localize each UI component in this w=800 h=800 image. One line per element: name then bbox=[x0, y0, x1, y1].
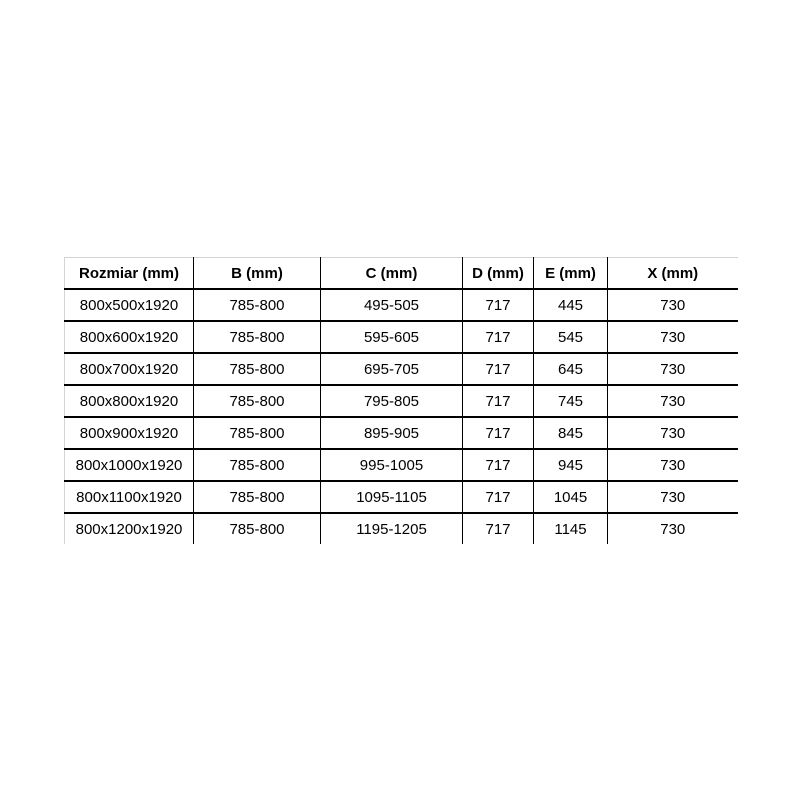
table-cell: 785-800 bbox=[194, 417, 321, 449]
table-cell: 785-800 bbox=[194, 321, 321, 353]
table-cell: 785-800 bbox=[194, 513, 321, 544]
column-header-d: D (mm) bbox=[463, 258, 534, 290]
table-cell: 785-800 bbox=[194, 449, 321, 481]
table-cell: 717 bbox=[463, 353, 534, 385]
table-cell: 785-800 bbox=[194, 289, 321, 321]
table-cell: 800x1000x1920 bbox=[65, 449, 194, 481]
table-cell: 895-905 bbox=[321, 417, 463, 449]
table-cell: 795-805 bbox=[321, 385, 463, 417]
table-cell: 785-800 bbox=[194, 385, 321, 417]
table-header-row bbox=[65, 258, 738, 290]
table-cell: 545 bbox=[534, 321, 608, 353]
table-cell: 730 bbox=[660, 456, 686, 474]
table-cell: 717 bbox=[463, 321, 534, 353]
table-cell: 595-605 bbox=[321, 321, 463, 353]
table-row bbox=[65, 481, 738, 513]
table-cell: 800x1100x1920 bbox=[65, 481, 194, 513]
table-body bbox=[65, 289, 738, 544]
table-cell: 717 bbox=[463, 385, 534, 417]
table-cell: 730 bbox=[660, 328, 686, 346]
table-cell: 785-800 bbox=[194, 481, 321, 513]
table-cell: 730 bbox=[660, 360, 686, 378]
table-cell: 800x500x1920 bbox=[65, 289, 194, 321]
table-cell: 800x900x1920 bbox=[65, 417, 194, 449]
table-cell: 1045 bbox=[534, 481, 608, 513]
table-cell: 717 bbox=[463, 481, 534, 513]
table-cell: 800x800x1920 bbox=[65, 385, 194, 417]
table-cell: 1195-1205 bbox=[321, 513, 463, 544]
table-cell: 745 bbox=[534, 385, 608, 417]
column-header-e: E (mm) bbox=[534, 258, 608, 290]
table-cell: 800x1200x1920 bbox=[65, 513, 194, 544]
table-cell: 800x700x1920 bbox=[65, 353, 194, 385]
table-cell: 730 bbox=[660, 488, 686, 506]
table-row bbox=[65, 289, 738, 321]
table-row bbox=[65, 353, 738, 385]
table-cell: 495-505 bbox=[321, 289, 463, 321]
table-cell: 800x600x1920 bbox=[65, 321, 194, 353]
table-cell: 717 bbox=[463, 289, 534, 321]
table-cell: 730 bbox=[660, 520, 686, 538]
table-cell: 645 bbox=[534, 353, 608, 385]
table-cell: 717 bbox=[463, 449, 534, 481]
table-cell: 945 bbox=[534, 449, 608, 481]
table-row bbox=[65, 417, 738, 449]
column-header-x: X (mm) bbox=[647, 264, 699, 282]
table-cell: 730 bbox=[660, 424, 686, 442]
dimensions-table bbox=[64, 257, 738, 544]
column-header-c: C (mm) bbox=[321, 258, 463, 290]
table-row bbox=[65, 513, 738, 544]
table-cell: 717 bbox=[463, 417, 534, 449]
table-row bbox=[65, 449, 738, 481]
column-header-b: B (mm) bbox=[194, 258, 321, 290]
table-cell: 785-800 bbox=[194, 353, 321, 385]
table-row bbox=[65, 385, 738, 417]
dimensions-table-container bbox=[64, 257, 738, 544]
table-cell: 445 bbox=[534, 289, 608, 321]
table-cell: 845 bbox=[534, 417, 608, 449]
table-cell: 730 bbox=[660, 296, 686, 314]
table-cell: 1145 bbox=[534, 513, 608, 544]
column-header-rozmiar: Rozmiar (mm) bbox=[65, 258, 194, 290]
table-cell: 1095-1105 bbox=[321, 481, 463, 513]
table-row bbox=[65, 321, 738, 353]
table-cell: 717 bbox=[463, 513, 534, 544]
table-cell: 995-1005 bbox=[321, 449, 463, 481]
table-cell: 730 bbox=[660, 392, 686, 410]
table-cell: 695-705 bbox=[321, 353, 463, 385]
